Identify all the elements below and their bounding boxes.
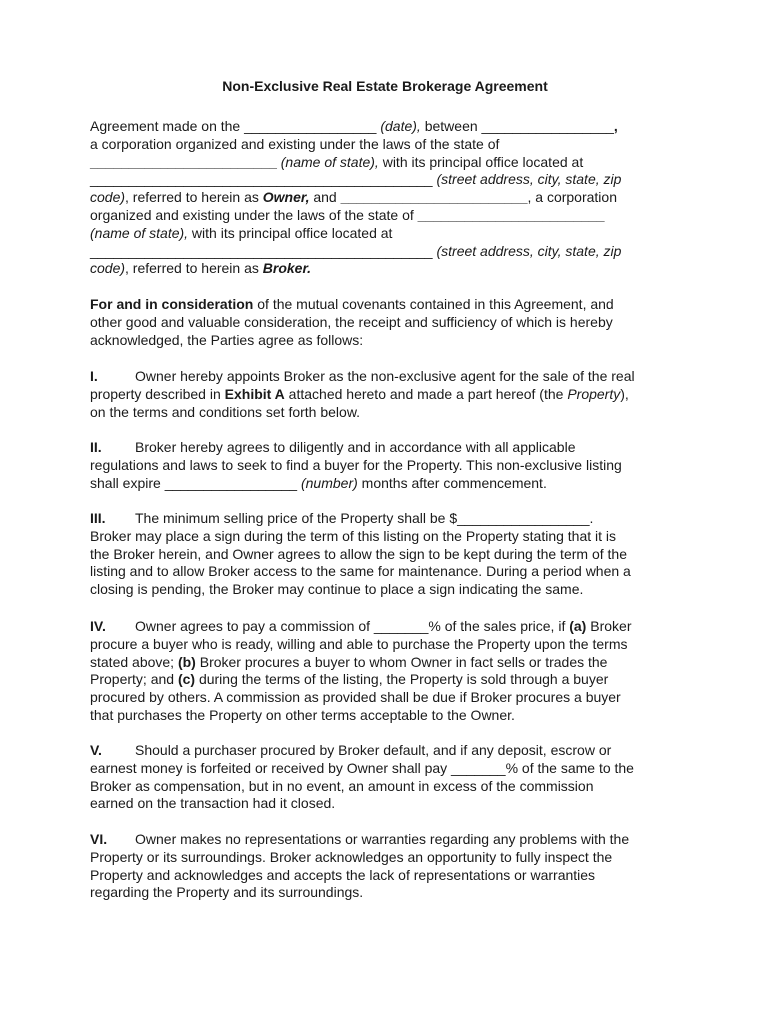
text-line — [90, 135, 499, 153]
text-run: during the terms of the listing, the Property is sold through a buyer — [195, 671, 609, 688]
text-line — [90, 385, 629, 403]
text-line — [90, 653, 607, 671]
text-run: ________________________ — [340, 189, 528, 206]
text-run: Exhibit A — [224, 385, 285, 402]
text-run: (street address, city, state, zip — [436, 171, 622, 188]
text-run: regulations and laws to seek to find a buyer for the Property. This non-exclusive listing — [90, 456, 622, 473]
text-run: stated above; — [90, 653, 178, 670]
text-run: , referred to herein as — [125, 260, 263, 277]
text-run: (b) — [177, 653, 196, 670]
text-run: code) — [90, 260, 126, 277]
text-run: of the mutual covenants contained in this Agreement, and — [253, 296, 614, 312]
text-run: code) — [90, 189, 126, 206]
text-run: ____________________________________________ — [90, 242, 437, 259]
text-line — [90, 117, 618, 135]
text-run: Owner agrees to pay a commission of _______% of the sales price, if — [135, 618, 570, 634]
text-line — [90, 883, 363, 901]
section-number: VI. — [90, 831, 108, 847]
text-line — [90, 759, 634, 777]
text-line — [90, 259, 311, 277]
section-number: III. — [90, 510, 106, 526]
text-run: Broker as compensation, but in no event, an amount in excess of the commission — [90, 777, 594, 794]
text-run: ________________________ — [90, 153, 277, 170]
text-line — [90, 794, 335, 812]
text-run: (street address, city, state, zip — [436, 242, 622, 259]
text-line — [90, 153, 583, 171]
paragraph-section-3 — [90, 509, 690, 598]
section-number: IV. — [90, 618, 106, 634]
text-run: Broker — [586, 618, 632, 634]
text-run: earnest money is forfeited or received by Owner shall pay _______% of the same to the — [90, 759, 634, 776]
text-line — [90, 848, 612, 866]
text-run: procure a buyer who is ready, willing and able to purchase the Property upon the terms — [90, 635, 628, 652]
text-run: For and in consideration — [90, 296, 254, 312]
text-run: Broker may place a sign during the term of this listing on the Property stating that it is — [90, 527, 617, 544]
text-line — [90, 367, 635, 385]
paragraph-section-5 — [90, 741, 690, 813]
text-run: regarding the Property and its surroundings. — [90, 884, 364, 901]
section-number: I. — [90, 368, 98, 384]
text-line — [90, 474, 547, 492]
text-line — [90, 706, 515, 724]
text-run: Owner makes no representations or warranties regarding any problems with the — [135, 831, 630, 847]
text-run: Property or its surroundings. Broker acknowledges an opportunity to fully inspect the — [90, 848, 613, 865]
text-run: (number) — [300, 474, 358, 491]
text-line — [90, 777, 594, 795]
section-number: V. — [90, 742, 102, 758]
text-run: Agreement made on the _________________ — [90, 118, 381, 134]
text-line — [90, 580, 583, 598]
text-run: Broker. — [262, 260, 312, 277]
text-line — [90, 545, 627, 563]
text-line — [90, 206, 605, 224]
text-line — [90, 688, 621, 706]
text-run: with its principal office located at — [378, 153, 584, 170]
text-run: (name of state), — [90, 224, 189, 241]
text-run: Property and acknowledges and accepts the lack of representations or warranties — [90, 866, 596, 883]
text-run: (a) — [569, 618, 587, 634]
text-run: between _________________ — [420, 118, 614, 134]
text-run: attached hereto and made a part hereof (the — [284, 385, 568, 402]
text-run: ), — [620, 385, 629, 402]
text-line — [90, 224, 392, 242]
paragraph-section-4 — [90, 617, 690, 724]
text-line — [90, 527, 616, 545]
text-line — [90, 562, 631, 580]
text-line — [90, 741, 611, 759]
paragraph-section-1 — [90, 367, 690, 421]
text-run: closing is pending, the Broker may continue to place a sign indicating the same. — [90, 581, 584, 598]
text-line — [90, 866, 595, 884]
document-title: Non-Exclusive Real Estate Brokerage Agreement — [222, 78, 548, 94]
text-run: Property — [567, 385, 621, 402]
text-run: Property; and — [90, 671, 178, 688]
text-line — [90, 403, 360, 421]
text-run: , referred to herein as — [125, 189, 263, 206]
text-run: listing and to allow Broker access to the same for maintenance. During a period when a — [90, 563, 631, 580]
text-run: (date), — [380, 118, 421, 134]
paragraph-consideration — [90, 295, 690, 349]
text-run: , — [613, 118, 618, 134]
section-number: II. — [90, 439, 102, 455]
text-run: earned on the transaction had it closed. — [90, 795, 336, 812]
text-line — [90, 617, 631, 635]
text-run: Broker hereby agrees to diligently and in accordance with all applicable — [135, 439, 576, 455]
text-run: Should a purchaser procured by Broker default, and if any deposit, escrow or — [135, 742, 612, 758]
text-run: the Broker herein, and Owner agrees to allow the sign to be kept during the term of the — [90, 545, 627, 562]
text-line — [90, 635, 627, 653]
text-run: a corporation organized and existing under the laws of the state of — [90, 135, 500, 152]
paragraph-section-2 — [90, 438, 690, 492]
text-line — [90, 242, 621, 260]
text-run: procured by others. A commission as provided shall be due if Broker procures a buyer — [90, 689, 621, 706]
text-run: ________________________ — [417, 207, 605, 223]
text-run: (name of state), — [280, 153, 379, 170]
text-run: that purchases the Property on other terms acceptable to the Owner. — [90, 707, 515, 723]
text-line — [90, 188, 617, 206]
text-run: ____________________________________________ — [90, 171, 437, 188]
text-run: Owner hereby appoints Broker as the non-exclusive agent for the sale of the real — [135, 368, 635, 384]
paragraph-section-6 — [90, 830, 690, 902]
text-line — [90, 456, 622, 474]
text-run: Owner, — [262, 189, 310, 206]
paragraph-preamble — [90, 117, 690, 278]
text-run: , a corporation — [527, 189, 617, 206]
text-run: months after commencement. — [357, 474, 547, 491]
text-line — [90, 438, 575, 456]
text-line — [90, 313, 613, 331]
text-run: Broker procures a buyer to whom Owner in fact sells or trades the — [195, 653, 608, 670]
text-run: property described in — [90, 385, 225, 402]
text-line — [90, 331, 363, 349]
text-run: other good and valuable consideration, the receipt and sufficiency of which is hereby — [90, 313, 613, 330]
text-line — [90, 670, 608, 688]
text-run: The minimum selling price of the Property shall be $_________________. — [135, 510, 594, 526]
text-run: and — [309, 189, 341, 206]
text-run: on the terms and conditions set forth below. — [90, 403, 361, 420]
text-run: acknowledged, the Parties agree as follows: — [90, 331, 364, 348]
text-run: shall expire _________________ — [90, 474, 301, 491]
text-run: with its principal office located at — [188, 224, 393, 241]
text-line — [90, 830, 629, 848]
text-line — [90, 295, 614, 313]
text-run: organized and existing under the laws of the state of — [90, 207, 418, 223]
text-line — [90, 170, 621, 188]
text-run: (c) — [177, 671, 196, 688]
text-line — [90, 509, 593, 527]
